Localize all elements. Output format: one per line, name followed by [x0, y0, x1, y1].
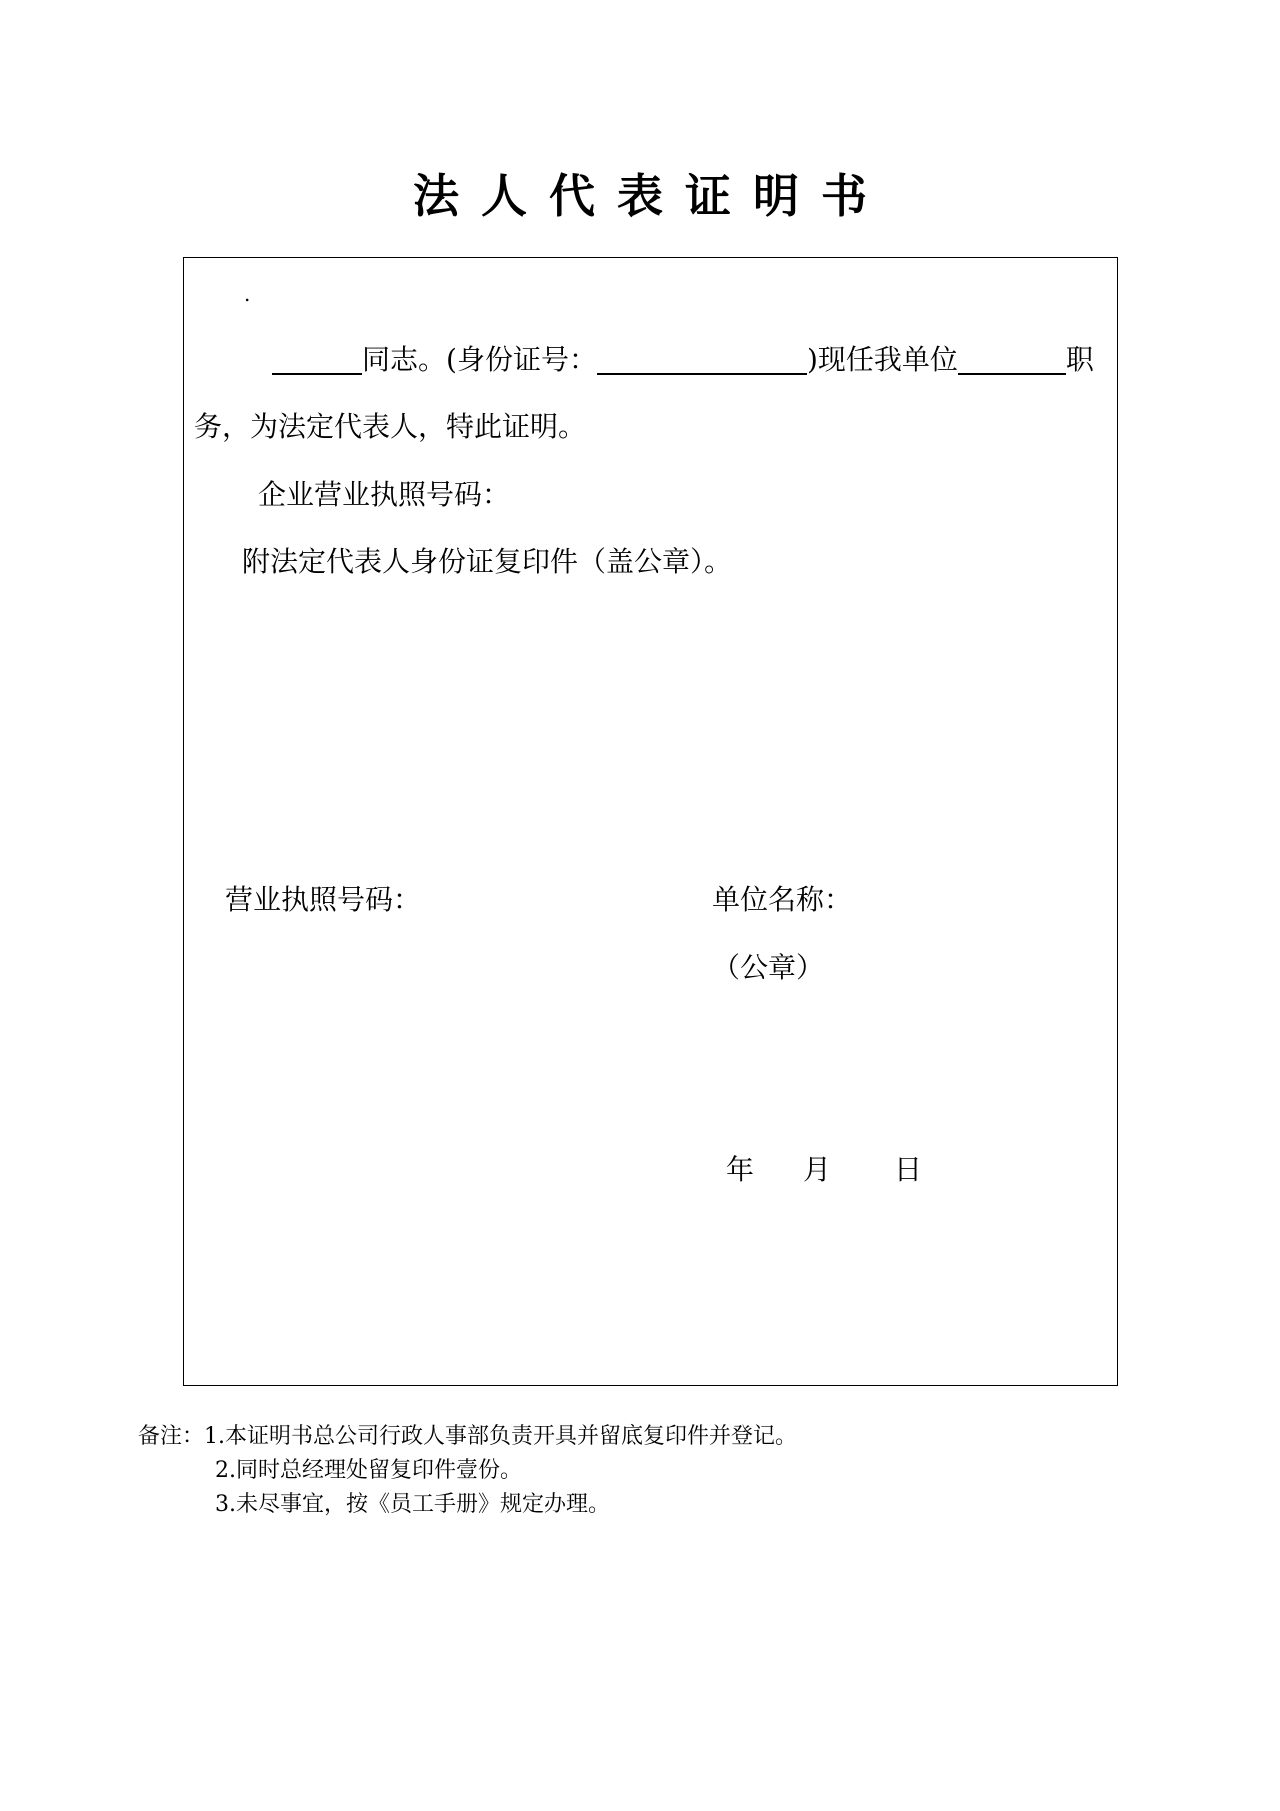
unit-name-label: 单位名称：: [712, 883, 853, 916]
note-item-1: 备注：1.本证明书总公司行政人事部负责开具并留底复印件并登记。: [138, 1424, 798, 1449]
position-blank[interactable]: [958, 345, 1066, 375]
tongzhi-text: 同志。: [362, 343, 447, 376]
note-item-3: 3.未尽事宜，按《员工手册》规定办理。: [215, 1492, 610, 1517]
notes-prefix: 备注：: [138, 1424, 205, 1449]
seal-label: （公章）: [712, 951, 825, 984]
date-month: 月: [803, 1153, 832, 1186]
note-item-2: 2.同时总经理处留复印件壹份。: [215, 1458, 522, 1483]
current-position-text: )现任我单位: [806, 343, 958, 376]
id-label: (身份证号：: [446, 343, 597, 376]
attachment-line: 附法定代表人身份证复印件（盖公章）。: [242, 545, 733, 578]
stray-dot: .: [244, 282, 251, 306]
id-number-blank[interactable]: [597, 345, 807, 375]
license-number-label: 营业执照号码：: [225, 883, 422, 916]
certify-line: 务，为法定代表人，特此证明。: [194, 410, 587, 443]
name-blank[interactable]: [272, 345, 362, 375]
date-year: 年: [726, 1153, 755, 1186]
intro-line: [272, 342, 1094, 378]
zhi-text: 职: [1065, 343, 1094, 376]
date-day: 日: [894, 1153, 923, 1186]
notes-section: [138, 1420, 797, 1522]
enterprise-license-line: 企业营业执照号码：: [258, 478, 511, 511]
document-title: 法人代表证明书: [413, 169, 889, 223]
